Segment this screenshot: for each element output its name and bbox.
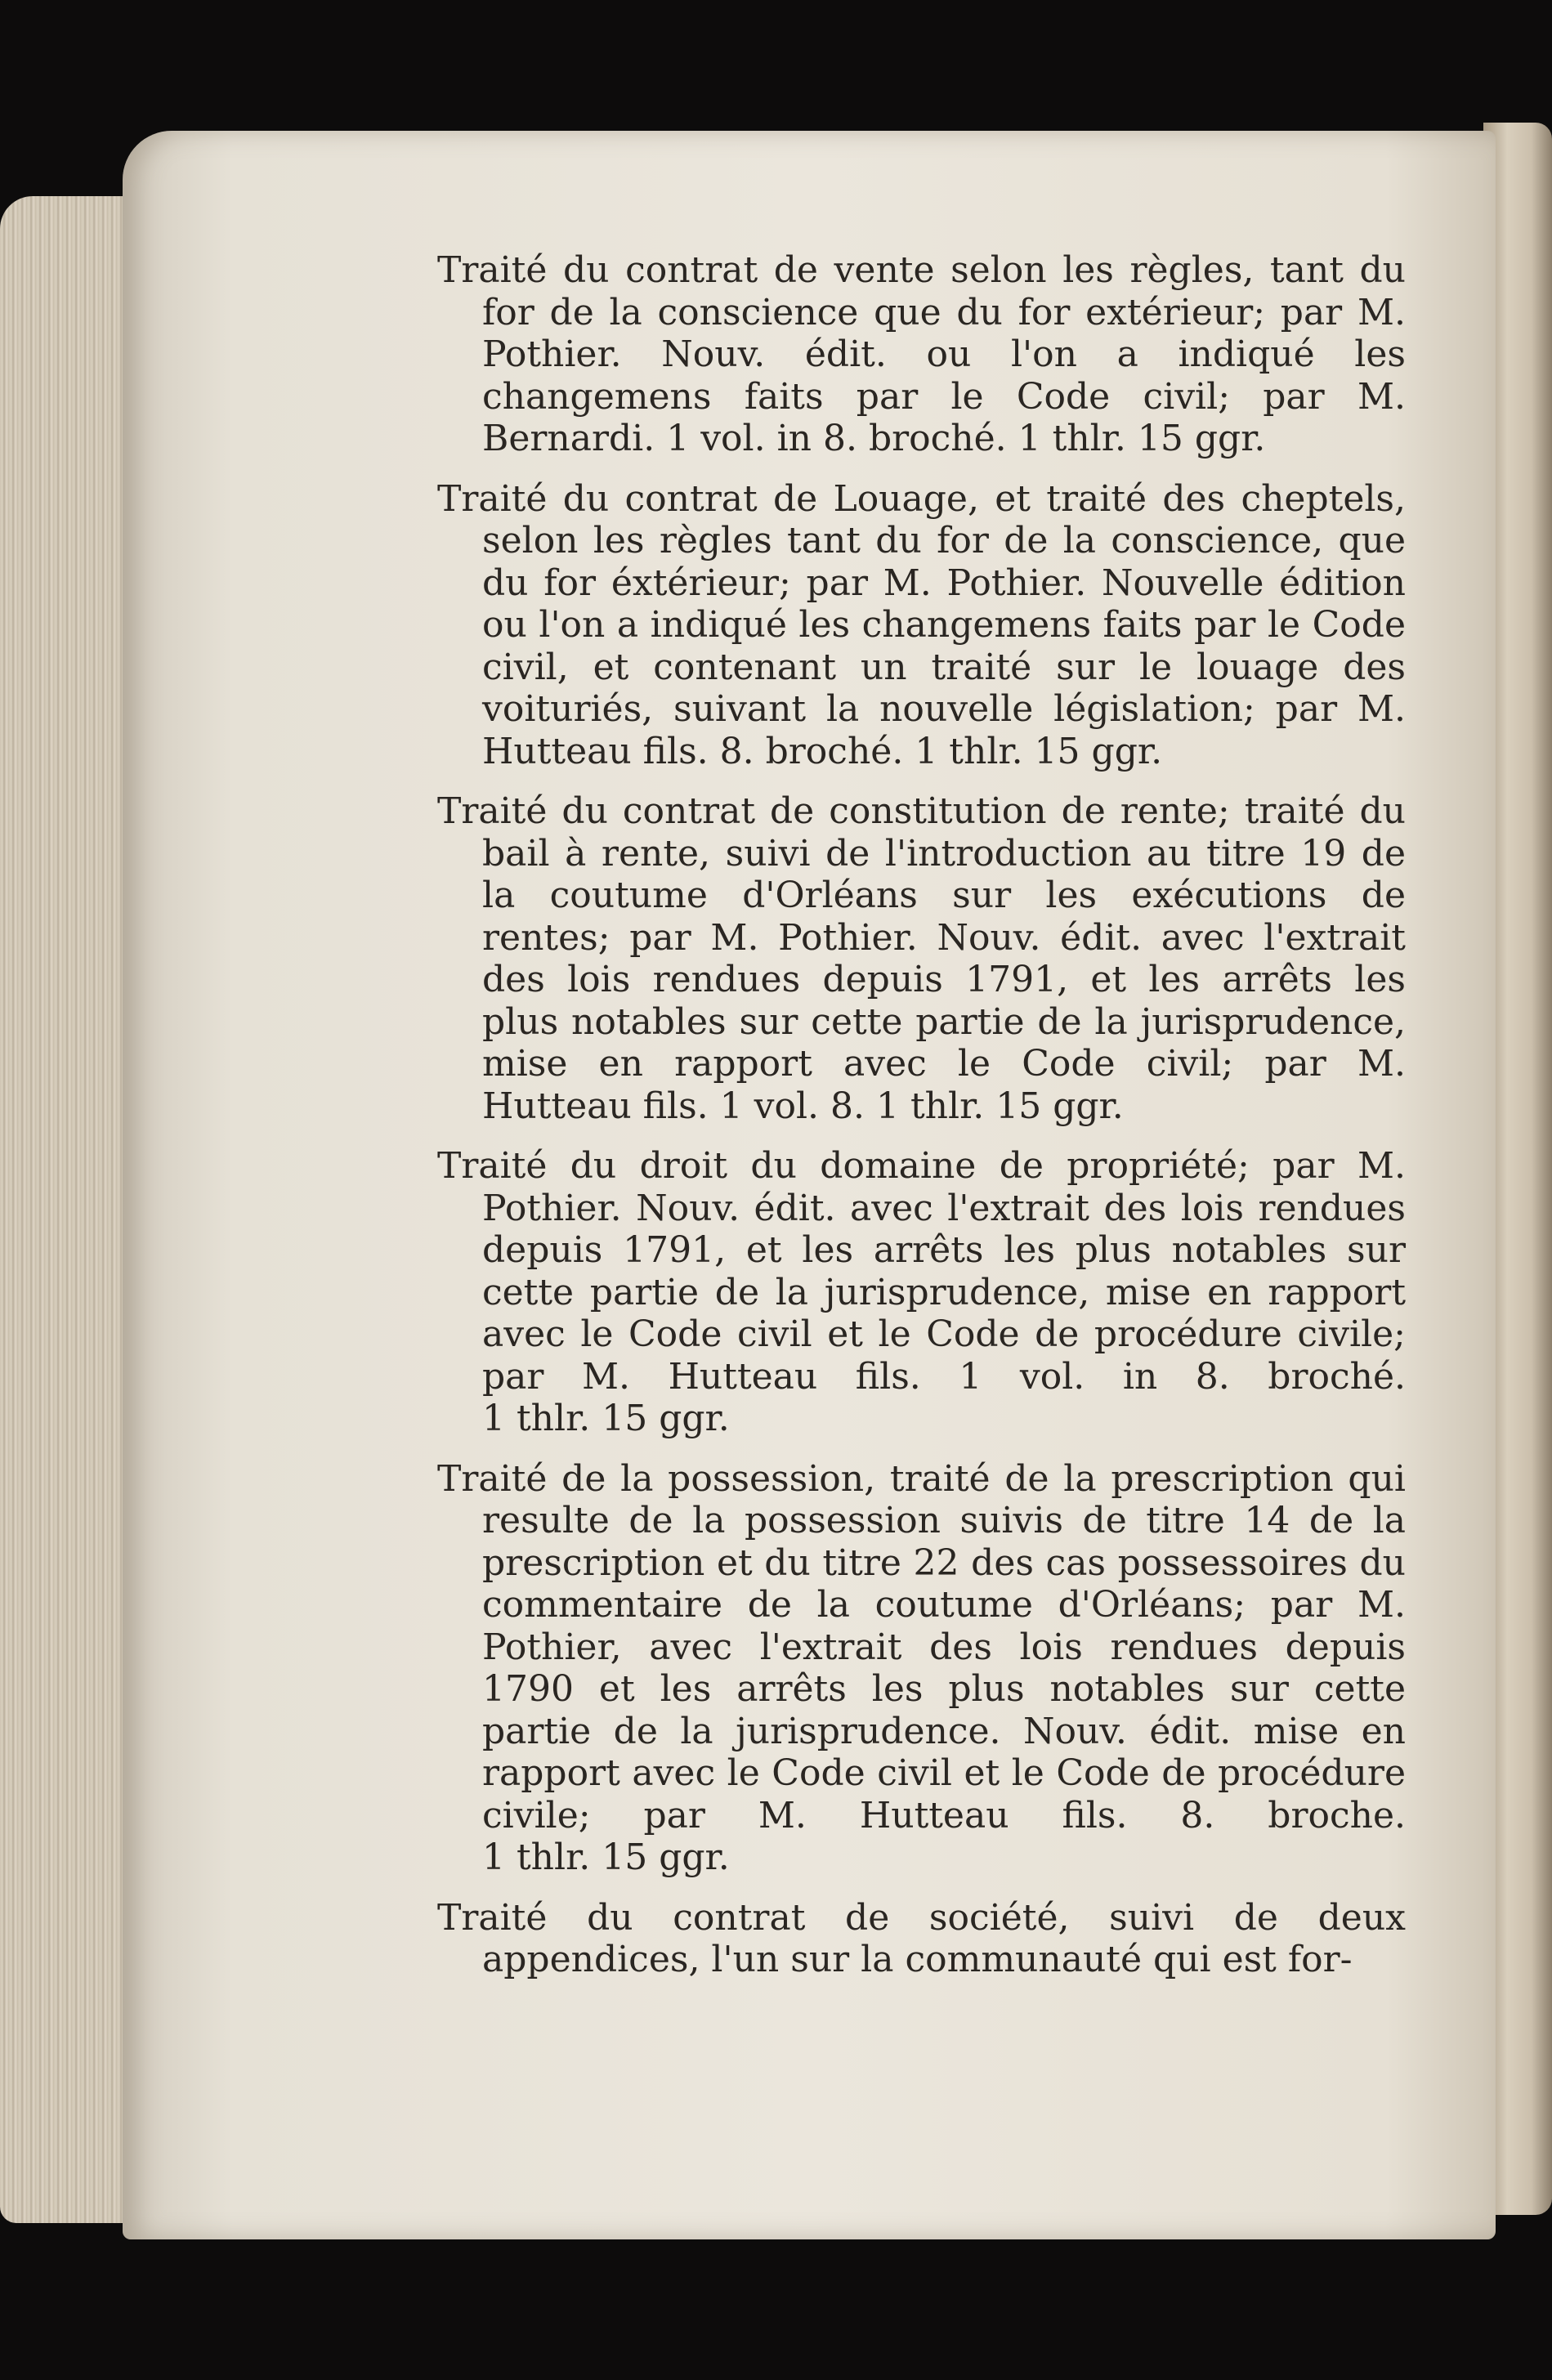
entry-price: 1 thlr. 15 ggr. (482, 1398, 730, 1439)
entry-text: Traité du contrat de Louage, et traité des cheptels, selon les règles tant du for de la conscience, que du for éxtérieur; par M. Pothier. Nouvelle édition ou l'on a indiqué les changemens faits par le Code civil, et contenant un traité sur le louage des voituriés, suivant la nouvelle législation; par M. Hutteau fils. 8. broché. (437, 477, 1406, 772)
catalogue-entry (437, 478, 1406, 773)
entry-price: 1 thlr. 15 ggr. (1018, 418, 1266, 459)
catalogue-entry (437, 790, 1406, 1127)
entry-price: 1 thlr. 15 ggr. (482, 1836, 730, 1878)
catalogue-entry (437, 1458, 1406, 1879)
entry-text: Traité du contrat de vente selon les règles, tant du for de la conscience que du for extérieur; par M. Pothier. Nouv. édit. ou l'on a indiqué les changemens faits par le Code civil; par M. Bernardi. 1 vol. in 8. broché. (437, 249, 1406, 459)
entry-text: Traité de la possession, traité de la prescription qui resulte de la possession suivis de titre 14 de la prescription et du titre 22 des cas possessoires du commentaire de la coutume d'Orléans; par M. Pothier, avec l'extrait des lois rendues depuis 1790 et les arrêts les plus notables sur cette partie de la jurisprudence. Nouv. édit. mise en rapport avec le Code civil et le Code de procédure civile; par M. Hutteau fils. 8. broche. (437, 1457, 1406, 1836)
entry-text: Traité du contrat de société, suivi de deux appendices, l'un sur la communauté qui est for- (437, 1896, 1406, 1980)
catalogue-entry (437, 1897, 1406, 1981)
entry-price: 1 thlr. 15 ggr. (876, 1085, 1124, 1127)
catalogue-entry (437, 1145, 1406, 1440)
catalogue-entry (437, 249, 1406, 460)
catalogue-listing (437, 249, 1406, 1999)
entry-text: Traité du contrat de constitution de rente; traité du bail à rente, suivi de l'introduction au titre 19 de la coutume d'Orléans sur les exécutions de rentes; par M. Pothier. Nouv. édit. avec l'extrait des lois rendues depuis 1791, et les arrêts les plus notables sur cette partie de la jurisprudence, mise en rapport avec le Code civil; par M. Hutteau fils. 1 vol. 8. (437, 790, 1406, 1127)
entry-text: Traité du droit du domaine de propriété; par M. Pothier. Nouv. édit. avec l'extrait des lois rendues depuis 1791, et les arrêts les plus notables sur cette partie de la jurisprudence, mise en rapport avec le Code civil et le Code de procédure civile; par M. Hutteau fils. 1 vol. in 8. broché. (437, 1145, 1406, 1398)
entry-price: 1 thlr. 15 ggr. (915, 730, 1163, 772)
